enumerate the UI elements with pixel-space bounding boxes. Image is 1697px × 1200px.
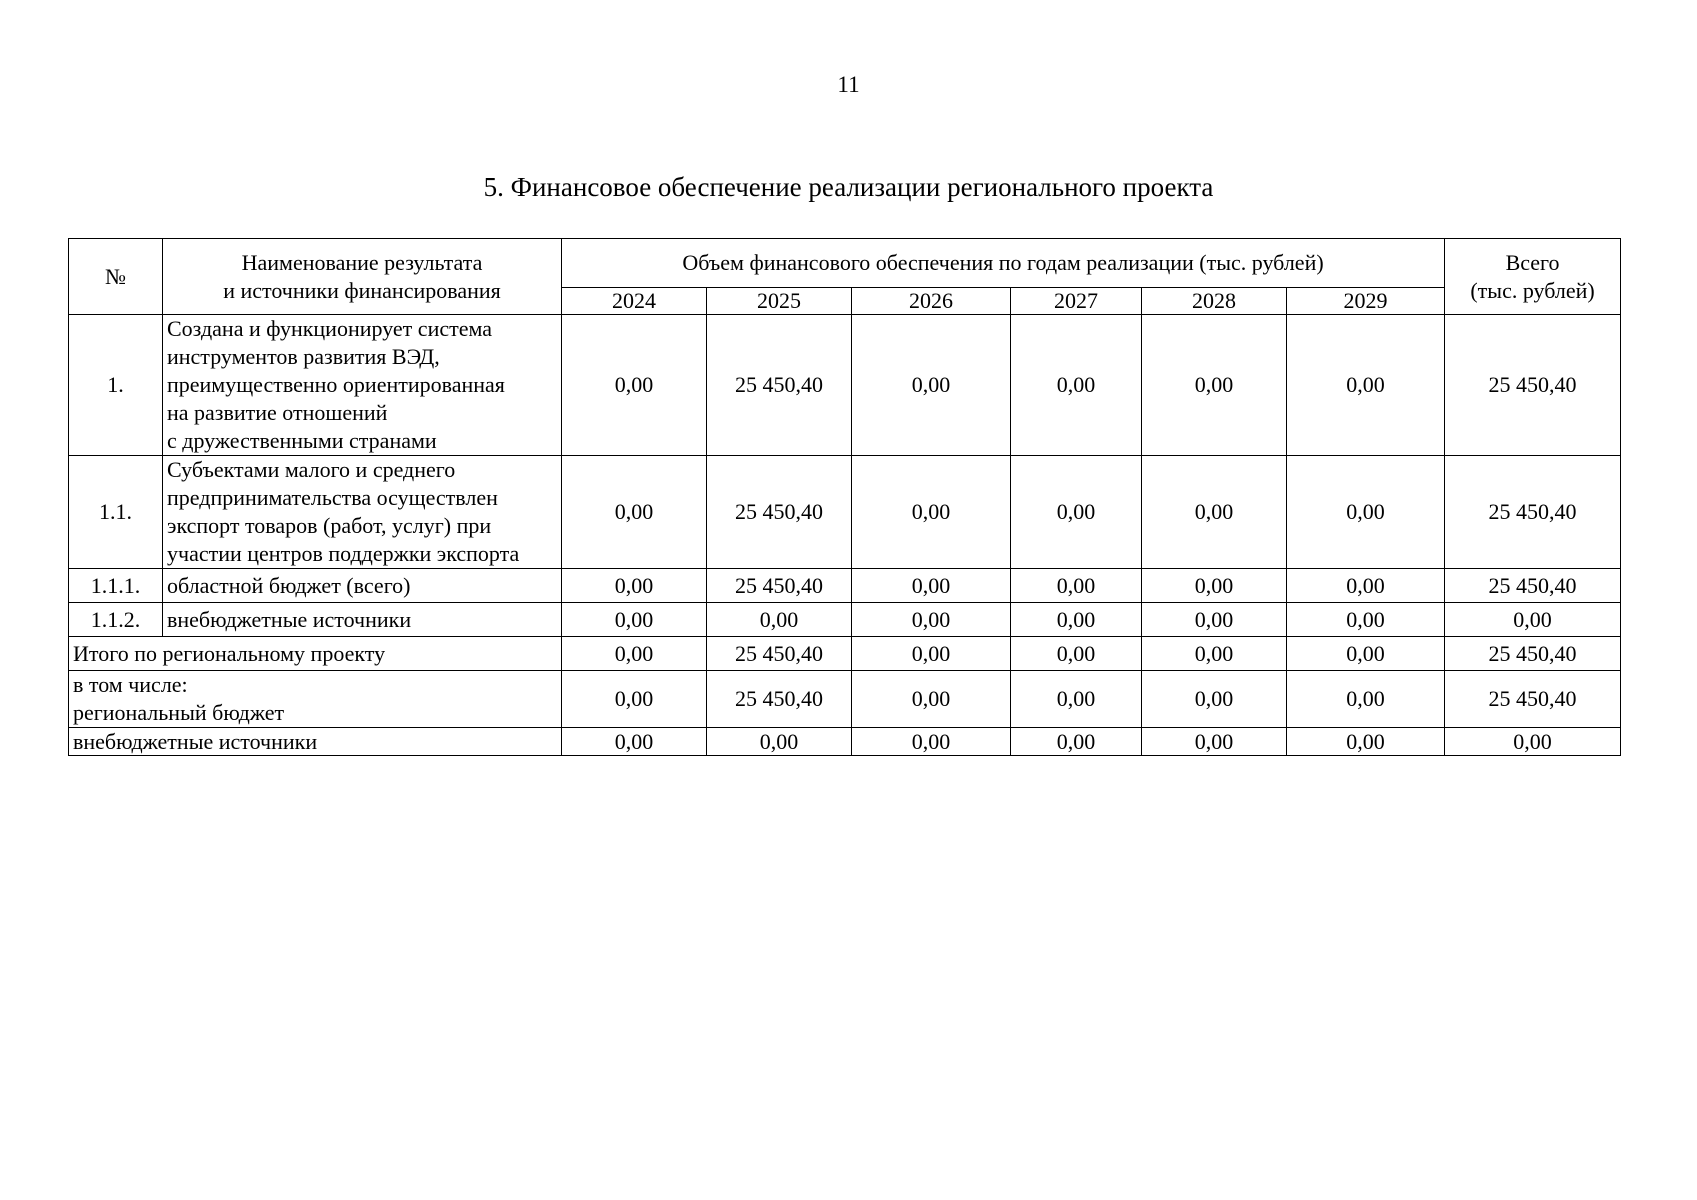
row-value: 0,00 <box>1142 603 1287 637</box>
summary-total: 25 450,40 <box>1445 637 1621 671</box>
table-row <box>69 603 1621 637</box>
row-value: 25 450,40 <box>707 456 852 569</box>
row-total: 25 450,40 <box>1445 569 1621 603</box>
row-value: 0,00 <box>1287 603 1445 637</box>
row-value: 0,00 <box>1011 569 1142 603</box>
row-value: 0,00 <box>562 569 707 603</box>
row-value: 0,00 <box>852 569 1011 603</box>
summary-row <box>69 671 1621 728</box>
row-name: Субъектами малого и среднего предпринимательства осуществлен экспорт товаров (работ, услуг) при участии центров поддержки экспорта <box>163 456 562 569</box>
row-value: 0,00 <box>1011 315 1142 456</box>
row-value: 0,00 <box>852 603 1011 637</box>
summary-label: в том числе: региональный бюджет <box>69 671 562 728</box>
row-value: 25 450,40 <box>707 569 852 603</box>
row-value: 0,00 <box>707 603 852 637</box>
header-row <box>69 239 1621 288</box>
row-total: 25 450,40 <box>1445 456 1621 569</box>
summary-value: 25 450,40 <box>707 637 852 671</box>
header-year: 2027 <box>1011 288 1142 315</box>
summary-row <box>69 637 1621 671</box>
table-row <box>69 569 1621 603</box>
row-value: 0,00 <box>1287 569 1445 603</box>
summary-label: Итого по региональному проекту <box>69 637 562 671</box>
row-name: внебюджетные источники <box>163 603 562 637</box>
summary-value: 0,00 <box>1011 637 1142 671</box>
header-no: № <box>69 239 163 315</box>
row-value: 25 450,40 <box>707 315 852 456</box>
row-number: 1. <box>69 315 163 456</box>
summary-value: 0,00 <box>1011 728 1142 756</box>
row-number: 1.1.1. <box>69 569 163 603</box>
summary-value: 0,00 <box>1287 728 1445 756</box>
summary-value: 0,00 <box>1287 637 1445 671</box>
summary-value: 0,00 <box>1142 728 1287 756</box>
summary-total: 0,00 <box>1445 728 1621 756</box>
row-value: 0,00 <box>1142 569 1287 603</box>
row-value: 0,00 <box>562 603 707 637</box>
row-value: 0,00 <box>1287 456 1445 569</box>
summary-value: 25 450,40 <box>707 671 852 728</box>
row-number: 1.1. <box>69 456 163 569</box>
summary-label: внебюджетные источники <box>69 728 562 756</box>
row-value: 0,00 <box>1011 603 1142 637</box>
summary-value: 0,00 <box>852 728 1011 756</box>
row-number: 1.1.2. <box>69 603 163 637</box>
table-row <box>69 315 1621 456</box>
page-number: 11 <box>837 72 860 97</box>
header-year: 2026 <box>852 288 1011 315</box>
table-row <box>69 456 1621 569</box>
summary-value: 0,00 <box>852 671 1011 728</box>
row-value: 0,00 <box>562 315 707 456</box>
financing-table <box>68 238 1621 756</box>
summary-value: 0,00 <box>562 671 707 728</box>
row-value: 0,00 <box>1142 315 1287 456</box>
row-total: 0,00 <box>1445 603 1621 637</box>
summary-value: 0,00 <box>852 637 1011 671</box>
summary-value: 0,00 <box>562 637 707 671</box>
summary-row <box>69 728 1621 756</box>
header-volume: Объем финансового обеспечения по годам реализации (тыс. рублей) <box>562 239 1445 288</box>
row-value: 0,00 <box>1287 315 1445 456</box>
header-name: Наименование результата и источники финансирования <box>163 239 562 315</box>
row-name: областной бюджет (всего) <box>163 569 562 603</box>
summary-value: 0,00 <box>562 728 707 756</box>
header-total: Всего (тыс. рублей) <box>1445 239 1621 315</box>
row-value: 0,00 <box>852 456 1011 569</box>
summary-value: 0,00 <box>707 728 852 756</box>
summary-value: 0,00 <box>1142 671 1287 728</box>
row-value: 0,00 <box>1011 456 1142 569</box>
header-year: 2025 <box>707 288 852 315</box>
summary-total: 25 450,40 <box>1445 671 1621 728</box>
row-value: 0,00 <box>562 456 707 569</box>
row-value: 0,00 <box>1142 456 1287 569</box>
summary-value: 0,00 <box>1287 671 1445 728</box>
section-title: 5. Финансовое обеспечение реализации регионального проекта <box>483 172 1214 202</box>
header-year: 2024 <box>562 288 707 315</box>
summary-value: 0,00 <box>1011 671 1142 728</box>
row-value: 0,00 <box>852 315 1011 456</box>
header-year: 2029 <box>1287 288 1445 315</box>
header-year: 2028 <box>1142 288 1287 315</box>
row-name: Создана и функционирует система инструментов развития ВЭД, преимущественно ориентированная на развитие отношений с дружественными странами <box>163 315 562 456</box>
row-total: 25 450,40 <box>1445 315 1621 456</box>
summary-value: 0,00 <box>1142 637 1287 671</box>
